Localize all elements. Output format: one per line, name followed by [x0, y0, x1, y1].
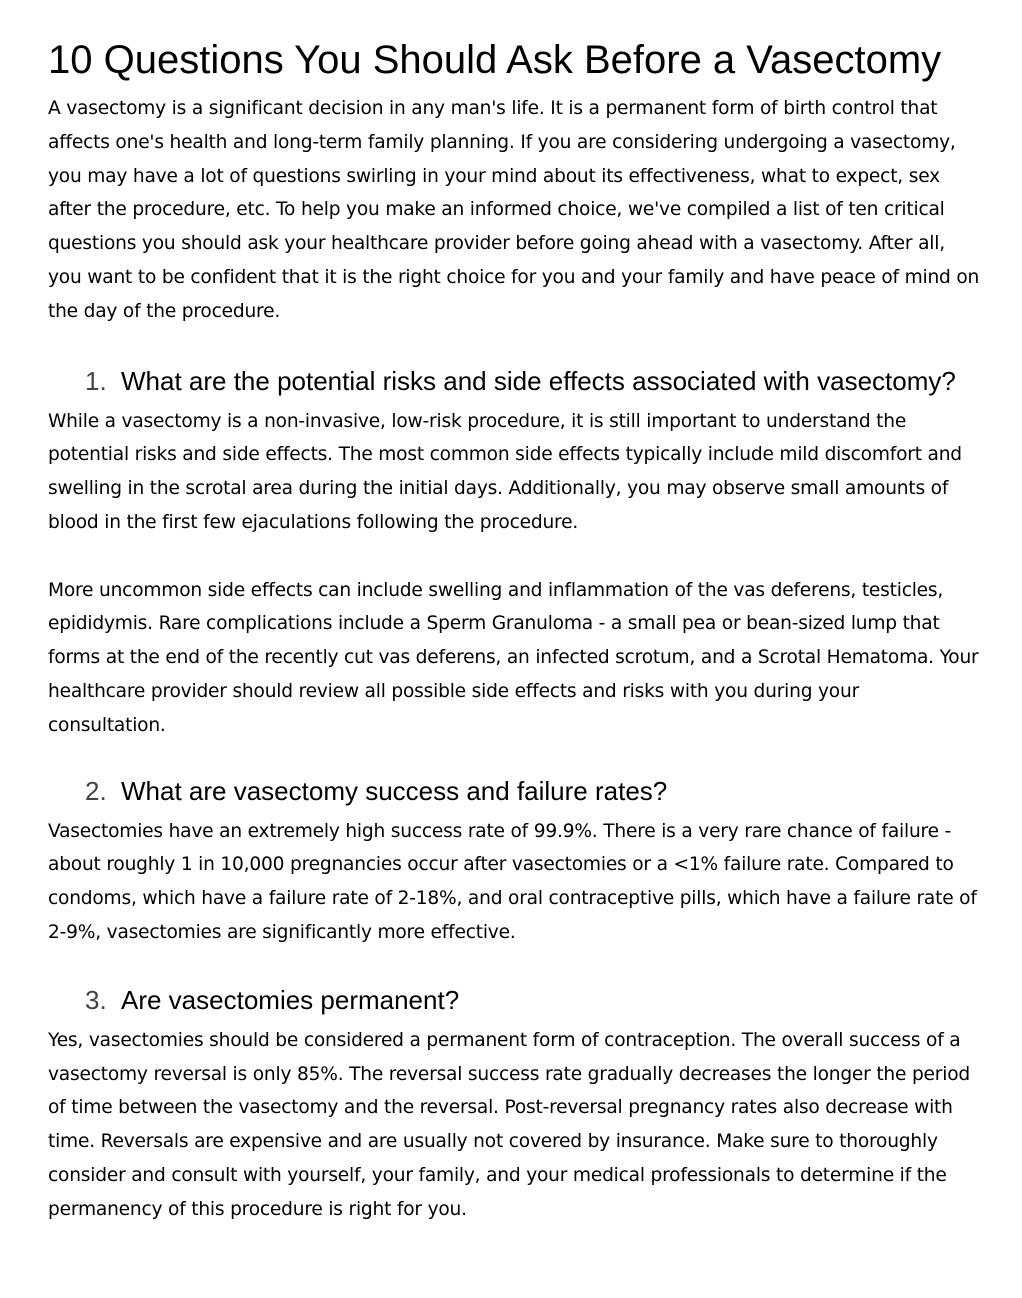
section-1-paragraph-1: While a vasectomy is a non-invasive, low-risk procedure, it is still important to understand the potential risks and side effects. The most common side effects typically include mild discomfort and swelling in the scrotal area during the initial days. Additionally, you may observe small amounts of blood in the first few ejaculations following the procedure. [48, 410, 962, 533]
section-3-heading [48, 982, 982, 1018]
section-heading: What are vasectomy success and failure rates? [121, 775, 668, 806]
page-title: 10 Questions You Should Ask Before a Vasectomy [48, 38, 942, 82]
section-number: 3. [85, 984, 107, 1015]
section-2-paragraph-1: Vasectomies have an extremely high success rate of 99.9%. There is a very rare chance of failure - about roughly 1 in 10,000 pregnancies occur after vasectomies or a <1% failure rate. Compared to condoms, which have a failure rate of 2-18%, and oral contraceptive pills, which have a failure rate of 2-9%, vasectomies are significantly more effective. [48, 820, 977, 943]
section-heading: Are vasectomies permanent? [121, 984, 460, 1015]
section-1-paragraph-2: More uncommon side effects can include swelling and inflammation of the vas deferens, testicles, epididymis. Rare complications include a Sperm Granuloma - a small pea or bean-sized lump that forms at the end of the recently cut vas deferens, an infected scrotum, and a Scrotal Hematoma. Your healthcare provider should review all possible side effects and risks with you during your consultation. [48, 579, 979, 736]
section-2-heading [48, 773, 982, 809]
section-3-paragraph-1: Yes, vasectomies should be considered a permanent form of contraception. The overall success of a vasectomy reversal is only 85%. The reversal success rate gradually decreases the longer the period of time between the vasectomy and the reversal. Post-reversal pregnancy rates also decrease with time. Reversals are expensive and are usually not covered by insurance. Make sure to thoroughly consider and consult with yourself, your family, and your medical professionals to determine if the permanency of this procedure is right for you. [48, 1029, 970, 1220]
section-1-heading [48, 363, 982, 399]
intro-paragraph: A vasectomy is a significant decision in any man's life. It is a permanent form of birth control that affects one's health and long-term family planning. If you are considering undergoing a vasectomy, you may have a lot of questions swirling in your mind about its effectiveness, what to expect, sex after the procedure, etc. To help you make an informed choice, we've compiled a list of ten critical questions you should ask your healthcare provider before going ahead with a vasectomy. After all, you want to be confident that it is the right choice for you and your family and have peace of mind on the day of the procedure. [48, 98, 980, 322]
section-number: 2. [85, 775, 107, 806]
section-heading: What are the potential risks and side effects associated with vasectomy? [121, 365, 956, 396]
section-number: 1. [85, 365, 107, 396]
